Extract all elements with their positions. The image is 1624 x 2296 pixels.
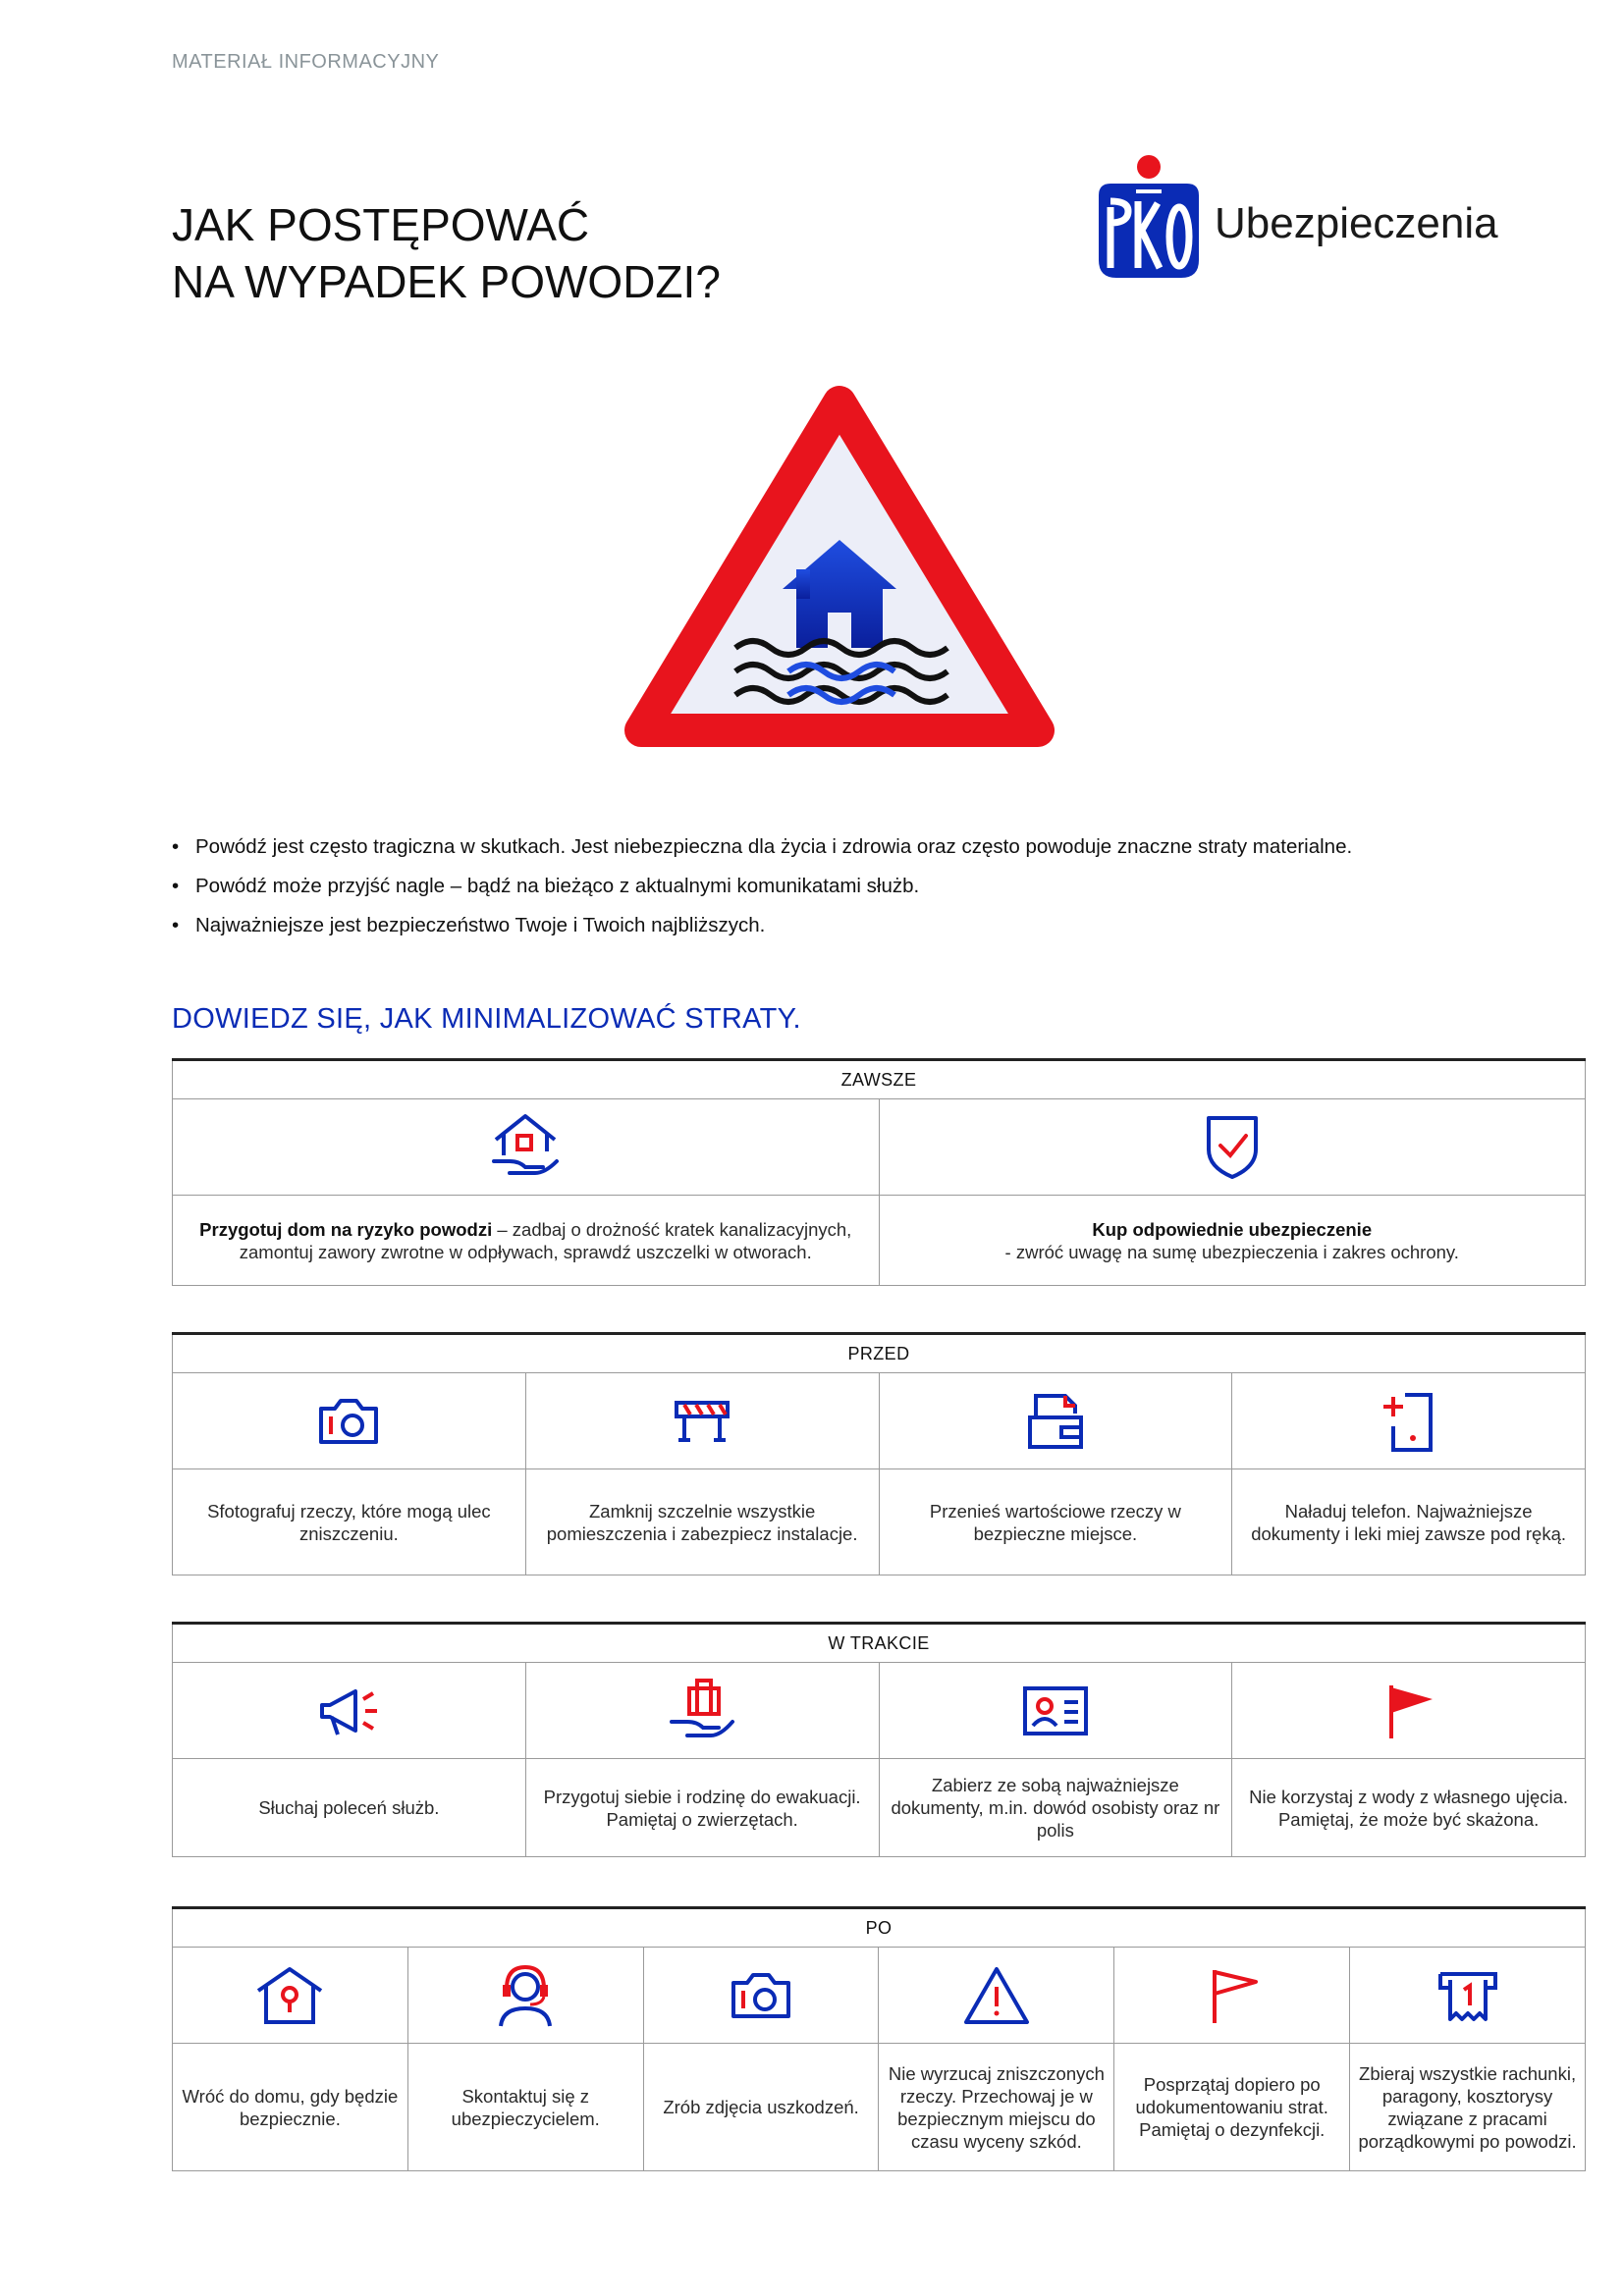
- zawsze-item-text: [879, 1196, 1586, 1286]
- po-item-text: Nie wyrzucaj zniszczonych rzeczy. Przechowaj je w bezpiecznym miejscu do czasu wyceny szkód.: [879, 2044, 1114, 2171]
- icon-cell: [1232, 1663, 1586, 1759]
- home-pin-icon: [252, 1963, 327, 2028]
- zawsze-item-bold: Przygotuj dom na ryzyko powodzi: [199, 1218, 493, 1240]
- icon-cell: [1232, 1373, 1586, 1469]
- icon-cell: [879, 1948, 1114, 2044]
- luggage-hand-icon: [668, 1675, 736, 1747]
- flag-icon: [1380, 1680, 1438, 1742]
- w-trakcie-item-text: Słuchaj poleceń służb.: [173, 1759, 526, 1857]
- zawsze-item-bold: Kup odpowiednie ubezpieczenie: [1092, 1218, 1373, 1240]
- page-title: [172, 196, 721, 310]
- table-label-zawsze: ZAWSZE: [173, 1060, 1586, 1099]
- flood-house-warning-icon: [623, 385, 1056, 758]
- document-kicker: MATERIAŁ INFORMACYJNY: [172, 51, 440, 73]
- id-card-icon: [1021, 1684, 1090, 1737]
- title-line-2: NA WYPADEK POWODZI?: [172, 256, 721, 307]
- table-przed: [172, 1332, 1586, 1575]
- table-w-trakcie: [172, 1622, 1586, 1857]
- przed-item-text: Sfotografuj rzeczy, które mogą ulec zniszczeniu.: [173, 1469, 526, 1575]
- icon-cell: [1350, 1948, 1586, 2044]
- headset-agent-icon: [493, 1961, 558, 2030]
- table-label-po: PO: [173, 1908, 1586, 1948]
- phone-charge-icon: [1380, 1387, 1438, 1456]
- logo-wordmark: Ubezpieczenia: [1215, 199, 1498, 247]
- barrier-icon: [673, 1397, 731, 1446]
- po-item-text: Posprzątaj dopiero po udokumentowaniu strat. Pamiętaj o dezynfekcji.: [1114, 2044, 1350, 2171]
- icon-cell: [525, 1373, 879, 1469]
- icon-cell: [173, 1099, 880, 1196]
- icon-cell: [879, 1099, 1586, 1196]
- bullet-item: • Powódź jest często tragiczna w skutkach. Jest niebezpieczna dla życia i zdrowia oraz często powoduje znaczne straty materialne.: [172, 828, 1566, 867]
- icon-cell: [1114, 1948, 1350, 2044]
- icon-cell: [173, 1663, 526, 1759]
- icon-cell: [173, 1948, 408, 2044]
- bullet-item: • Powódź może przyjść nagle – bądź na bieżąco z aktualnymi komunikatami służb.: [172, 867, 1566, 906]
- table-zawsze: [172, 1058, 1586, 1286]
- wallet-document-icon: [1026, 1390, 1085, 1453]
- intro-bullets: [172, 828, 1566, 945]
- section-heading: DOWIEDZ SIĘ, JAK MINIMALIZOWAĆ STRATY.: [172, 1003, 801, 1035]
- po-item-text: Zrób zdjęcia uszkodzeń.: [643, 2044, 879, 2171]
- w-trakcie-item-text: Zabierz ze sobą najważniejsze dokumenty, m.in. dowód osobisty oraz nr polis: [879, 1759, 1232, 1857]
- table-label-w-trakcie: W TRAKCIE: [173, 1624, 1586, 1663]
- icon-cell: [879, 1663, 1232, 1759]
- icon-cell: [525, 1663, 879, 1759]
- camera-icon: [730, 1969, 792, 2022]
- zawsze-item-desc: - zwróć uwagę na sumę ubezpieczenia i zakres ochrony.: [1004, 1241, 1459, 1262]
- w-trakcie-item-text: Przygotuj siebie i rodzinę do ewakuacji. Pamiętaj o zwierzętach.: [525, 1759, 879, 1857]
- po-item-text: Zbieraj wszystkie rachunki, paragony, kosztorysy związane z pracami porządkowymi po powodzi.: [1350, 2044, 1586, 2171]
- receipt-icon: [1436, 1966, 1499, 2025]
- table-label-przed: PRZED: [173, 1334, 1586, 1373]
- w-trakcie-item-text: Nie korzystaj z wody z własnego ujęcia. Pamiętaj, że może być skażona.: [1232, 1759, 1586, 1857]
- przed-item-text: Zamknij szczelnie wszystkie pomieszczenia i zabezpiecz instalacje.: [525, 1469, 879, 1575]
- pko-logo-mark-icon: [1095, 152, 1203, 285]
- megaphone-icon: [316, 1683, 381, 1738]
- pko-logo: [1095, 152, 1498, 285]
- icon-cell: [879, 1373, 1232, 1469]
- warning-triangle-icon: [960, 1963, 1033, 2028]
- po-item-text: Wróć do domu, gdy będzie bezpiecznie.: [173, 2044, 408, 2171]
- icon-cell: [407, 1948, 643, 2044]
- flood-warning-sign: [623, 385, 1056, 763]
- icon-cell: [643, 1948, 879, 2044]
- house-hand-icon: [488, 1110, 563, 1185]
- przed-item-text: Naładuj telefon. Najważniejsze dokumenty i leki miej zawsze pod ręką.: [1232, 1469, 1586, 1575]
- shield-check-icon: [1203, 1112, 1262, 1183]
- przed-item-text: Przenieś wartościowe rzeczy w bezpieczne miejsce.: [879, 1469, 1232, 1575]
- title-line-1: JAK POSTĘPOWAĆ: [172, 199, 590, 250]
- flag-outline-icon: [1203, 1964, 1262, 2027]
- zawsze-item-text: [173, 1196, 880, 1286]
- po-item-text: Skontaktuj się z ubezpieczycielem.: [407, 2044, 643, 2171]
- zawsze-item-desc: – zadbaj o drożność kratek kanalizacyjnych, zamontuj zawory zwrotne w odpływach, sprawdź uszczelki w otworach.: [239, 1218, 852, 1262]
- table-po: [172, 1906, 1586, 2171]
- icon-cell: [173, 1373, 526, 1469]
- camera-icon: [317, 1395, 380, 1448]
- bullet-item: • Najważniejsze jest bezpieczeństwo Twoje i Twoich najbliższych.: [172, 906, 1566, 945]
